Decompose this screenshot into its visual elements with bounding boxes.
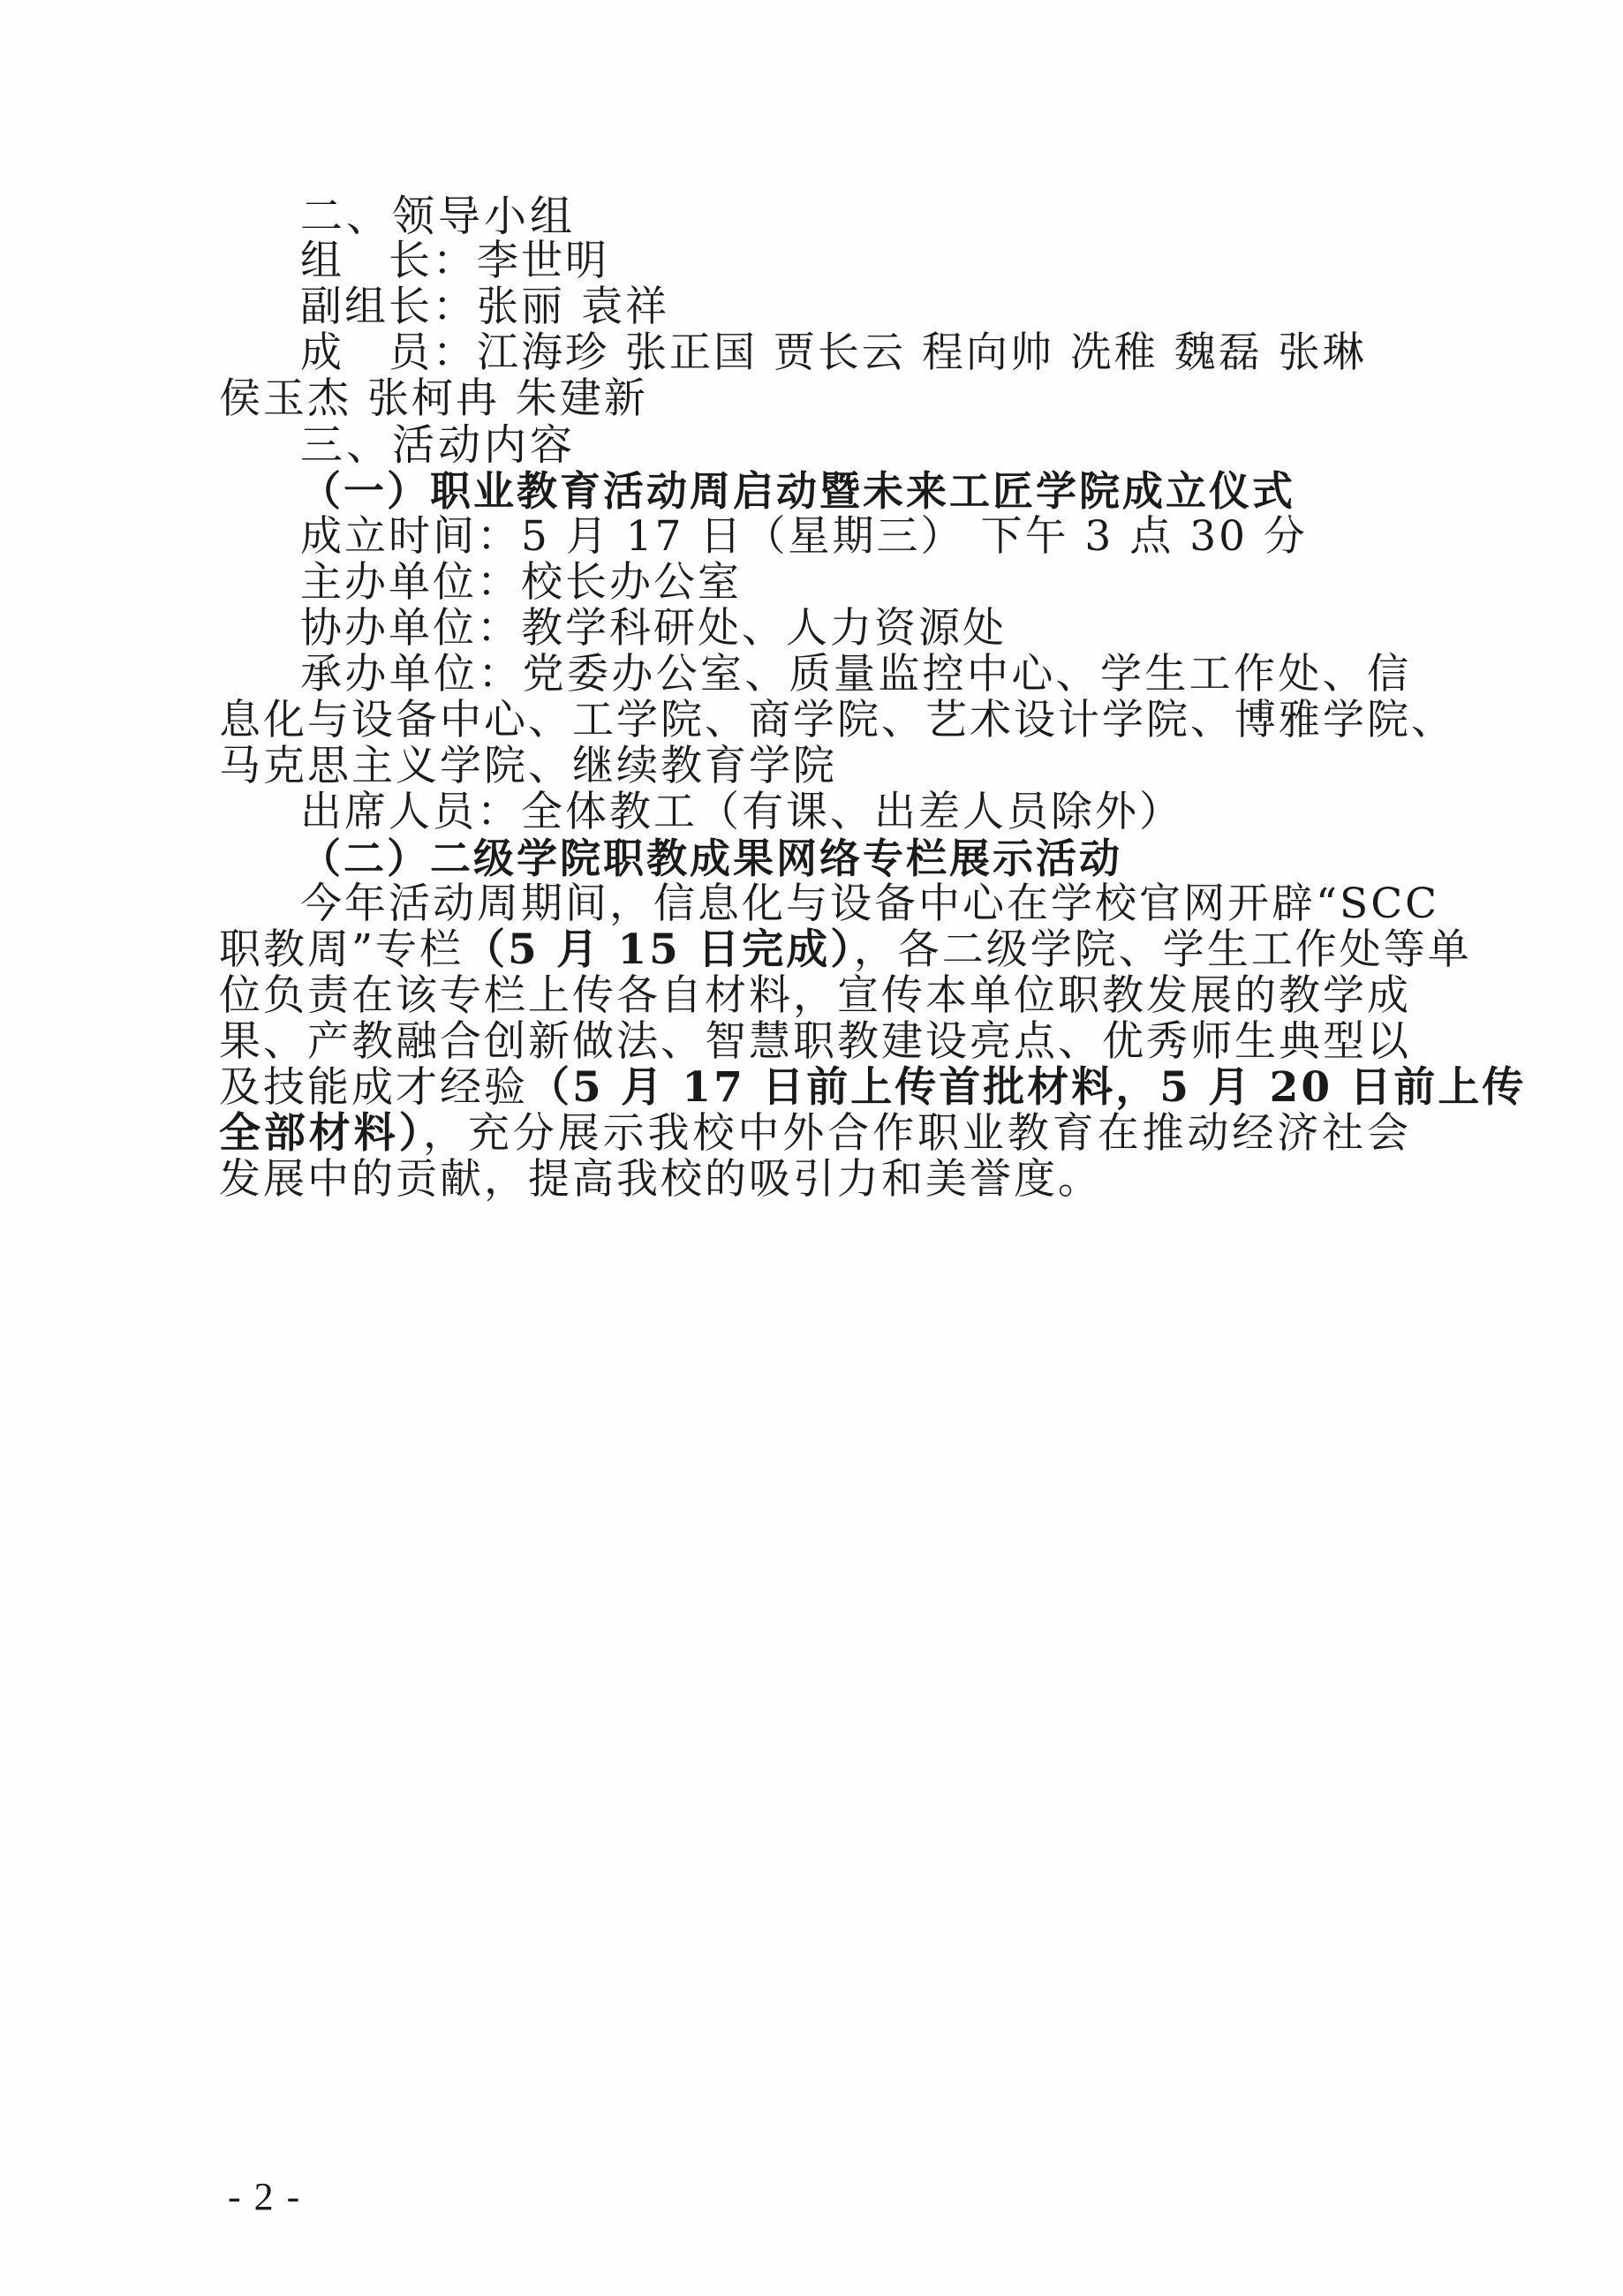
bold-deadline: （5 月 17 日前上传首批材料，5 月 20 日前上传 [528, 1063, 1527, 1112]
bold-deadline: （5 月 15 日完成） [464, 925, 854, 974]
paragraph-line-7: 发展中的贡献，提高我校的吸引力和美誉度。 [219, 1155, 1102, 1204]
attendees-line: 出席人员：全体教工（有课、出差人员除外） [300, 788, 1183, 836]
paragraph-text: 及技能成才经验 [219, 1063, 528, 1112]
page-number: - 2 - [228, 2175, 302, 2218]
paragraph-text: ，充分展示我校中外合作职业教育在推动经济社会 [423, 1109, 1412, 1158]
cohost-line: 协办单位：教学科研处、人力资源处 [300, 604, 1007, 653]
members-line-1: 成 员：江海珍 张正国 贾长云 程向帅 冼稚 魏磊 张琳 [300, 329, 1367, 377]
section2-heading: 二、领导小组 [300, 192, 577, 241]
organizer-line-3: 马克思主义学院、继续教育学院 [219, 742, 837, 790]
subsection2-heading: （二）二级学院职教成果网络专栏展示活动 [300, 835, 1122, 882]
paragraph-line-5 [219, 1061, 1527, 1114]
deputy-line: 副组长：张丽 袁祥 [300, 283, 669, 331]
members-line-2: 侯玉杰 张柯冉 朱建新 [219, 374, 648, 423]
bold-deadline: 全部材料） [219, 1109, 424, 1158]
section3-heading: 三、活动内容 [300, 420, 577, 470]
paragraph-line-2 [219, 924, 1472, 977]
leader-line: 组 长：李世明 [300, 237, 609, 285]
paragraph-line-3: 位负责在该专栏上传各自材料，宣传本单位职教发展的教学成 [219, 971, 1411, 1020]
host-line: 主办单位：校长办公室 [300, 558, 742, 607]
paragraph-text: 职教周”专栏 [219, 925, 464, 974]
organizer-line-1: 承办单位：党委办公室、质量监控中心、学生工作处、信 [300, 650, 1411, 699]
paragraph-line-1: 今年活动周期间，信息化与设备中心在学校官网开辟“SCC [300, 880, 1440, 928]
subsection1-heading: （一）职业教育活动周启动暨未来工匠学院成立仪式 [300, 467, 1295, 515]
time-line: 成立时间：5 月 17 日（星期三） 下午 3 点 30 分 [300, 512, 1308, 561]
paragraph-line-6 [219, 1107, 1411, 1160]
paragraph-text: ，各二级学院、学生工作处等单 [853, 925, 1472, 974]
organizer-line-2: 息化与设备中心、工学院、商学院、艺术设计学院、博雅学院、 [219, 696, 1455, 744]
paragraph-line-4: 果、产教融合创新做法、智慧职教建设亮点、优秀师生典型以 [219, 1017, 1411, 1066]
